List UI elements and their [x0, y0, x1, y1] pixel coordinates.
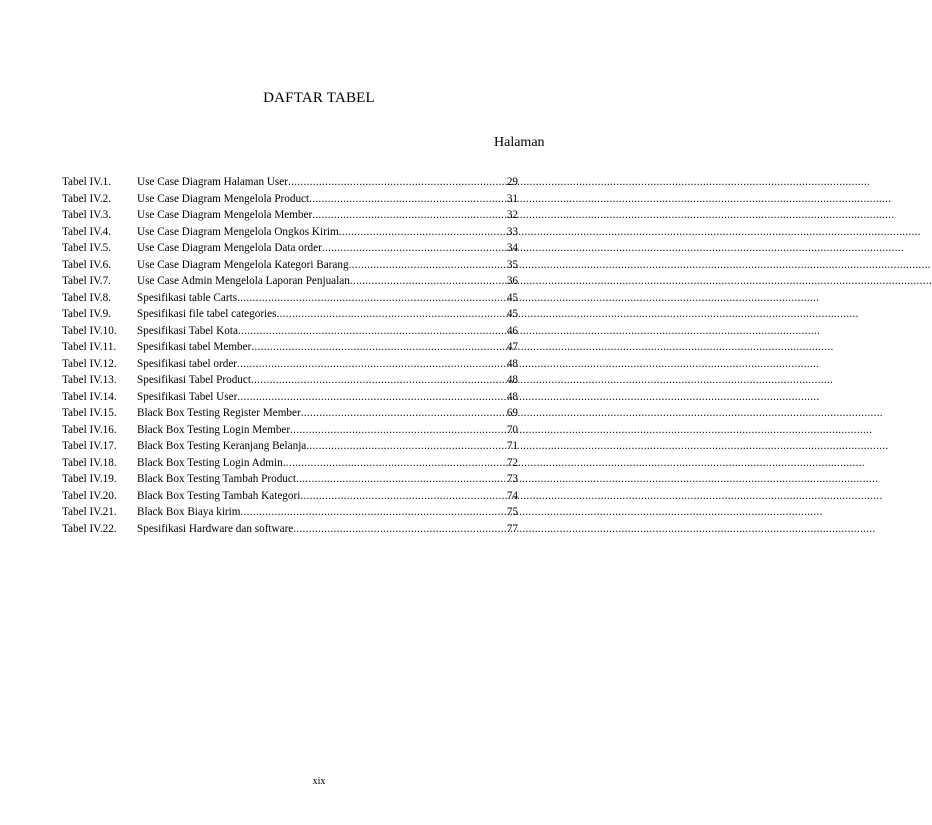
table-number-label: Tabel IV.15. — [62, 407, 117, 419]
list-item[interactable] — [62, 440, 518, 457]
table-caption: Use Case Diagram Mengelola Kategori Barang — [137, 258, 349, 271]
page-reference: 46 — [506, 324, 518, 337]
footer-page-number: xix — [312, 776, 326, 787]
dot-leader — [237, 292, 507, 304]
table-caption: Black Box Testing Login Admin — [137, 456, 283, 469]
table-caption: Use Case Diagram Mengelola Product — [137, 192, 310, 205]
list-item[interactable] — [62, 308, 518, 325]
page-reference: 69 — [506, 407, 518, 419]
table-number-label: Tabel IV.9. — [62, 308, 112, 320]
table-number-label: Tabel IV.20. — [62, 489, 117, 502]
table-caption: Spesifikasi table Carts — [137, 291, 238, 304]
dot-leader — [301, 407, 507, 419]
table-caption: Black Box Testing Login Member — [137, 423, 291, 436]
page-reference: 32 — [506, 209, 518, 221]
table-number-label: Tabel IV.14. — [62, 390, 117, 403]
list-item[interactable] — [62, 176, 518, 193]
dot-leader — [237, 358, 507, 370]
table-caption: Use Case Admin Mengelola Laporan Penjualan — [137, 275, 350, 287]
list-item[interactable] — [62, 490, 518, 507]
dot-leader — [339, 226, 507, 238]
dot-leader — [293, 523, 507, 535]
page-reference: 34 — [506, 242, 518, 254]
list-item[interactable] — [62, 473, 518, 490]
table-number-label: Tabel IV.7. — [62, 275, 112, 287]
table-caption: Spesifikasi tabel Member — [137, 341, 252, 353]
page-reference: 72 — [506, 456, 518, 469]
table-caption: Black Box Testing Register Member — [137, 407, 301, 419]
page-reference: 75 — [506, 506, 518, 518]
page-reference: 77 — [506, 522, 518, 535]
table-caption: Spesifikasi file tabel categories — [137, 308, 277, 320]
table-number-label: Tabel IV.22. — [62, 522, 117, 535]
table-caption: Black Box Testing Tambah Product — [137, 473, 296, 485]
page-reference: 45 — [506, 308, 518, 320]
list-item[interactable] — [62, 374, 518, 391]
list-item[interactable] — [62, 358, 518, 375]
list-item[interactable] — [62, 391, 518, 408]
page-reference: 35 — [506, 258, 518, 271]
table-caption: Use Case Diagram Mengelola Ongkos Kirim — [137, 225, 339, 238]
table-number-label: Tabel IV.21. — [62, 506, 117, 518]
page-reference: 36 — [506, 275, 518, 287]
table-caption: Black Box Biaya kirim — [137, 506, 241, 518]
page-reference: 70 — [506, 423, 518, 436]
page-title: DAFTAR TABEL — [263, 90, 375, 106]
list-item[interactable] — [62, 424, 518, 441]
table-number-label: Tabel IV.10. — [62, 324, 117, 337]
table-number-label: Tabel IV.16. — [62, 423, 117, 436]
table-number-label: Tabel IV.19. — [62, 473, 117, 485]
table-number-label: Tabel IV.3. — [62, 209, 112, 221]
list-item[interactable] — [62, 325, 518, 342]
list-item[interactable] — [62, 209, 518, 226]
dot-leader — [288, 176, 507, 188]
table-of-tables-list — [62, 176, 518, 539]
table-number-label: Tabel IV.12. — [62, 357, 117, 370]
table-caption: Use Case Diagram Mengelola Member — [137, 209, 313, 221]
list-item[interactable] — [62, 341, 518, 358]
page-reference: 45 — [506, 291, 518, 304]
table-number-label: Tabel IV.13. — [62, 374, 117, 386]
table-caption: Use Case Diagram Halaman User — [137, 176, 288, 188]
page-reference: 33 — [506, 225, 518, 238]
table-number-label: Tabel IV.1. — [62, 176, 112, 188]
dot-leader — [350, 275, 507, 287]
table-caption: Black Box Testing Tambah Kategori — [137, 489, 301, 502]
dot-leader — [300, 490, 506, 502]
page-reference: 47 — [506, 341, 518, 353]
table-caption: Black Box Testing Keranjang Belanja — [137, 440, 307, 452]
list-item[interactable] — [62, 259, 518, 276]
list-item[interactable] — [62, 275, 518, 292]
dot-leader — [349, 259, 507, 271]
dot-leader — [240, 506, 506, 518]
dot-leader — [296, 473, 507, 485]
dot-leader — [312, 209, 507, 221]
page-reference: 48 — [506, 390, 518, 403]
dot-leader — [309, 193, 507, 205]
list-item[interactable] — [62, 523, 518, 540]
table-number-label: Tabel IV.4. — [62, 225, 112, 238]
table-number-label: Tabel IV.8. — [62, 291, 112, 304]
page-reference: 71 — [506, 440, 518, 452]
list-item[interactable] — [62, 292, 518, 309]
dot-leader — [251, 341, 506, 353]
table-caption: Spesifikasi Tabel Kota — [137, 324, 238, 337]
dot-leader — [251, 374, 507, 386]
dot-leader — [322, 242, 507, 254]
page-reference: 29 — [506, 176, 518, 188]
table-caption: Spesifikasi Tabel User — [137, 390, 238, 403]
table-caption: Spesifikasi tabel order — [137, 357, 238, 370]
page-reference: 73 — [506, 473, 518, 485]
dot-leader — [283, 457, 507, 469]
dot-leader — [276, 308, 506, 320]
list-item[interactable] — [62, 407, 518, 424]
page-column-header: Halaman — [494, 135, 545, 150]
dot-leader — [290, 424, 507, 436]
table-caption: Use Case Diagram Mengelola Data order — [137, 242, 322, 254]
dot-leader — [238, 325, 507, 337]
list-item[interactable] — [62, 506, 518, 523]
table-number-label: Tabel IV.6. — [62, 258, 112, 271]
table-number-label: Tabel IV.11. — [62, 341, 117, 353]
dot-leader — [306, 440, 507, 452]
table-caption: Spesifikasi Hardware dan software — [137, 522, 294, 535]
list-item[interactable] — [62, 242, 518, 259]
dot-leader — [237, 391, 507, 403]
table-number-label: Tabel IV.5. — [62, 242, 112, 254]
table-caption: Spesifikasi Tabel Product — [137, 374, 251, 386]
page-reference: 48 — [506, 357, 518, 370]
list-item[interactable] — [62, 226, 518, 243]
table-number-label: Tabel IV.17. — [62, 440, 117, 452]
list-item[interactable] — [62, 193, 518, 210]
list-item[interactable] — [62, 457, 518, 474]
page-reference: 48 — [506, 374, 518, 386]
page-reference: 74 — [506, 489, 518, 502]
table-number-label: Tabel IV.2. — [62, 192, 112, 205]
page-reference: 31 — [506, 192, 518, 205]
table-number-label: Tabel IV.18. — [62, 456, 117, 469]
